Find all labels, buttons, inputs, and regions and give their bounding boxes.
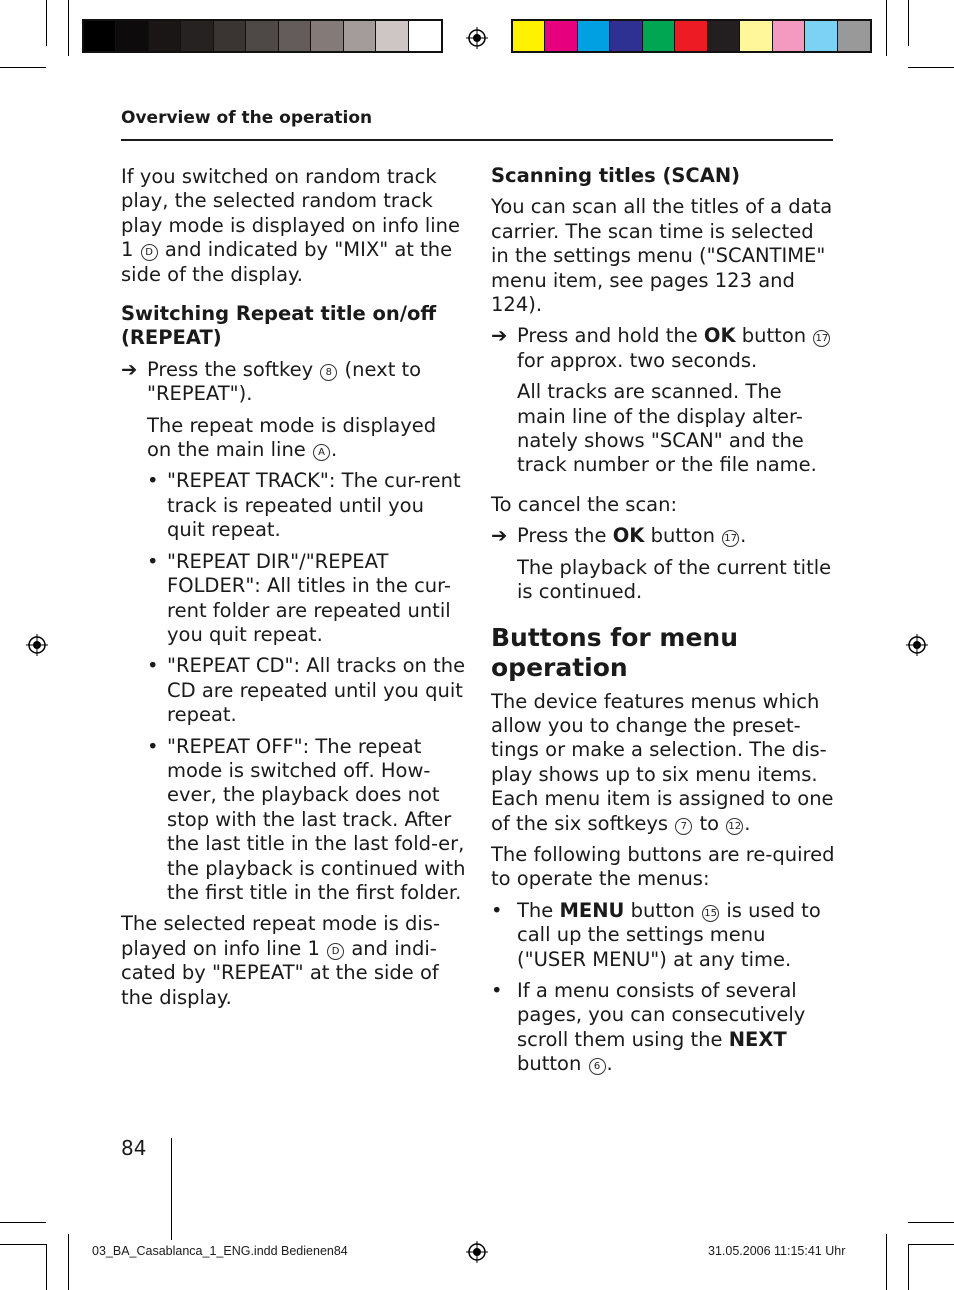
repeat-display-paragraph: The selected repeat mode is dis-played on info line 1 D and indi-cated by "REPEAT" at the side of the display. bbox=[121, 912, 440, 1009]
random-play-paragraph: If you switched on random track play, the selected random track play mode is displayed on info line 1 D and indicated by "MIX" at the side of the display. bbox=[121, 165, 461, 286]
color-swatch bbox=[84, 21, 116, 51]
color-calibration-bar bbox=[511, 19, 872, 53]
callout-17: 17 bbox=[722, 530, 739, 547]
callout-15: 15 bbox=[702, 905, 719, 922]
registration-mark-icon bbox=[26, 634, 48, 656]
callout-12: 12 bbox=[726, 818, 743, 835]
bullet-next-button: • If a menu consists of several pages, you can consecutively scroll them using the NEXT button 6 . bbox=[491, 979, 836, 1077]
color-swatch bbox=[344, 21, 376, 51]
color-swatch bbox=[513, 21, 545, 51]
step-press-softkey: ➔ Press the softkey 8 (next to "REPEAT"). bbox=[121, 358, 466, 407]
registration-mark-icon bbox=[466, 27, 488, 49]
color-swatch bbox=[610, 21, 642, 51]
menu-intro-paragraph: The device features menus which allow you to change the preset-tings or make a selection. The dis-play shows up to six menu items. Each menu item is assigned to one of the six softkeys 7 to 12 . bbox=[491, 689, 834, 835]
bullet-repeat-off: • "REPEAT OFF": The repeat mode is switched off. How-ever, the playback does not stop with the last track. After the last title in the last fold-er, the playback is continued with the first title in the first folder. bbox=[121, 735, 466, 906]
color-swatch bbox=[311, 21, 343, 51]
color-swatch bbox=[838, 21, 870, 51]
color-swatch bbox=[708, 21, 740, 51]
color-swatch bbox=[246, 21, 278, 51]
color-swatch bbox=[740, 21, 772, 51]
cancel-intro: To cancel the scan: bbox=[491, 492, 678, 516]
left-column bbox=[121, 165, 466, 1010]
following-paragraph: The following buttons are re-quired to operate the menus: bbox=[491, 842, 835, 891]
color-swatch bbox=[409, 21, 441, 51]
scan-paragraph: You can scan all the titles of a data carrier. The scan time is selected in the settings menu ("SCANTIME" menu item, see pages 123 and 124). bbox=[491, 195, 833, 317]
bullet-menu-button: • The MENU button 15 is used to call up the settings menu ("USER MENU") at any time. bbox=[491, 899, 836, 972]
callout-8: 8 bbox=[320, 364, 337, 381]
callout-17: 17 bbox=[813, 330, 830, 347]
footer-file-info: 03_BA_Casablanca_1_ENG.indd Bedienen84 bbox=[92, 1244, 348, 1258]
color-swatch bbox=[181, 21, 213, 51]
bullet-repeat-folder: • "REPEAT DIR"/"REPEAT FOLDER": All titles in the cur-rent folder are repeated until you quit repeat. bbox=[121, 550, 466, 648]
color-swatch bbox=[675, 21, 707, 51]
color-swatch bbox=[214, 21, 246, 51]
bullet-repeat-track: • "REPEAT TRACK": The cur-rent track is repeated until you quit repeat. bbox=[121, 469, 466, 542]
color-swatch bbox=[149, 21, 181, 51]
callout-d: D bbox=[141, 244, 158, 261]
running-header: Overview of the operation bbox=[121, 108, 373, 128]
header-rule bbox=[121, 139, 833, 141]
right-column bbox=[491, 164, 836, 1077]
color-swatch bbox=[773, 21, 805, 51]
color-swatch bbox=[279, 21, 311, 51]
step-press-ok: ➔ Press the OK button 17 . bbox=[491, 524, 836, 548]
callout-6: 6 bbox=[589, 1058, 606, 1075]
grayscale-calibration-bar bbox=[82, 19, 443, 53]
registration-mark-icon bbox=[466, 1241, 488, 1263]
heading-scan: Scanning titles (SCAN) bbox=[491, 164, 741, 187]
footer-timestamp: 31.05.2006 11:15:41 Uhr bbox=[708, 1244, 846, 1258]
callout-a: A bbox=[313, 444, 330, 461]
color-swatch bbox=[116, 21, 148, 51]
callout-7: 7 bbox=[675, 818, 692, 835]
repeat-result: The repeat mode is displayed on the main line A . bbox=[147, 413, 437, 462]
scan-result: All tracks are scanned. The main line of the display alter-nately shows "SCAN" and the track number or the file name. bbox=[517, 380, 817, 477]
color-swatch bbox=[805, 21, 837, 51]
color-swatch bbox=[376, 21, 408, 51]
page-number: 84 bbox=[121, 1136, 147, 1160]
heading-repeat: Switching Repeat title on/off (REPEAT) bbox=[121, 302, 437, 350]
color-swatch bbox=[578, 21, 610, 51]
cancel-result: The playback of the current title is continued. bbox=[517, 555, 832, 604]
registration-mark-icon bbox=[906, 634, 928, 656]
bullet-repeat-cd: • "REPEAT CD": All tracks on the CD are repeated until you quit repeat. bbox=[121, 654, 466, 727]
color-swatch bbox=[545, 21, 577, 51]
step-hold-ok: ➔ Press and hold the OK button 17 for approx. two seconds. bbox=[491, 324, 836, 373]
heading-buttons-menu: Buttons for menu operation bbox=[491, 622, 738, 682]
color-swatch bbox=[643, 21, 675, 51]
callout-d: D bbox=[327, 943, 344, 960]
